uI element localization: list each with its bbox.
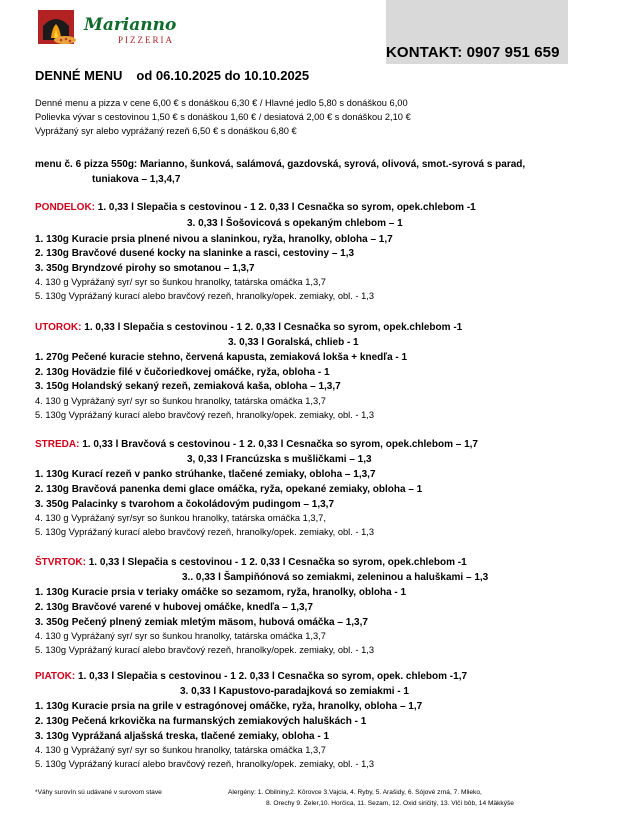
extra-dish: 4. 130 g Vyprážaný syr/ syr so šunkou hranolky, tatárska omáčka 1,3,7 bbox=[35, 396, 326, 406]
brand-sub: PIZZERIA bbox=[118, 35, 174, 45]
title-period: od 06.10.2025 do 10.10.2025 bbox=[136, 68, 310, 83]
day-row bbox=[35, 557, 467, 568]
main-dish: 1. 130g Kuracie prsia plnené nivou a slaninkou, ryža, hranolky, obloha – 1,7 bbox=[35, 234, 393, 245]
main-dish: 3. 350g Palacinky s tvarohom a čokoládovým pudingom – 1,3,7 bbox=[35, 499, 334, 510]
main-dish: 2. 130g Bravčová panenka demi glace omáčka, ryža, opekané zemiaky, obloha – 1 bbox=[35, 484, 423, 495]
soup-line: 1. 0,33 l Slepačia s cestovinou - 1 2. 0,33 l Cesnačka so syrom, opek. chlebom -1,7 bbox=[75, 671, 468, 682]
allergens-line: 8. Orechy 9. Zeler,10. Horčica, 11. Sezam, 12. Oxid siričitý, 13. Vlčí bôb, 14 Mäkkýše bbox=[266, 800, 514, 807]
main-dish: 2. 130g Pečená krkovička na furmanských zemiakových haluškách - 1 bbox=[35, 716, 367, 727]
main-dish: 1. 270g Pečené kuracie stehno, červená kapusta, zemiaková lokša + knedľa - 1 bbox=[35, 352, 408, 363]
weight-note: *Váhy surovín sú udávané v surovom stave bbox=[35, 789, 162, 796]
day-name: PIATOK: bbox=[35, 671, 76, 682]
soup-line: 3.. 0,33 l Šampiňónová so zemiakmi, zeleninou a haluškami – 1,3 bbox=[182, 572, 489, 583]
day-row bbox=[35, 322, 462, 333]
extra-dish: 4. 130 g Vyprážaný syr/ syr so šunkou hranolky, tatárska omáčka 1,3,7 bbox=[35, 277, 326, 287]
day-row bbox=[35, 439, 478, 450]
main-dish: 3. 130g Vyprážaná aljašská treska, tlačené zemiaky, obloha - 1 bbox=[35, 731, 330, 742]
day-name: UTOROK: bbox=[35, 322, 82, 333]
main-dish: 1. 130g Kuracie prsia v teriaky omáčke so sezamom, ryža, hranolky, obloha - 1 bbox=[35, 587, 407, 598]
soup-line: 1. 0,33 l Slepačia s cestovinou - 1 2. 0,33 l Cesnačka so syrom, opek.chlebom -1 bbox=[95, 202, 476, 213]
allergens-line: Alergény: 1. Obilniny,2. Kôrovce 3.Vajcia, 4. Ryby, 5. Arašidy, 6. Sójové zrná, 7. Mlieko, bbox=[228, 789, 482, 796]
page-title bbox=[35, 68, 309, 83]
day-row bbox=[35, 202, 476, 213]
extra-dish: 5. 130g Vyprážaný kurací alebo bravčový rezeň, hranolky/opek. zemiaky, obl. - 1,3 bbox=[35, 527, 374, 537]
extra-dish: 4. 130 g Vyprážaný syr/ syr so šunkou hranolky, tatárska omáčka 1,3,7 bbox=[35, 631, 326, 641]
extra-dish: 5. 130g Vyprážaný kurací alebo bravčový rezeň, hranolky/opek. zemiaky, obl. - 1,3 bbox=[35, 759, 374, 769]
main-dish: 2. 130g Hovädzie filé v čučoriedkovej omáčke, ryža, obloha - 1 bbox=[35, 367, 330, 378]
soup-line: 1. 0,33 l Slepačia s cestovinou - 1 2. 0,33 l Cesnačka so syrom, opek.chlebom -1 bbox=[85, 557, 467, 568]
main-dish: 1. 130g Kurací rezeň v panko strúhanke, tlačené zemiaky, obloha – 1,3,7 bbox=[35, 469, 376, 480]
day-name: ŠTVRTOK: bbox=[35, 557, 86, 568]
main-dish: 3. 350g Pečený plnený zemiak mletým mäsom, hubová omáčka – 1,3,7 bbox=[35, 617, 368, 628]
main-dish: 2. 130g Bravčové dusené kocky na slaninke a rasci, cestoviny – 1,3 bbox=[35, 248, 355, 259]
soup-line: 3, 0,33 l Francúzska s mušličkami – 1,3 bbox=[187, 454, 372, 465]
price-line: Vyprážaný syr alebo vyprážaný rezeň 6,50 € s donáškou 6,80 € bbox=[35, 126, 297, 136]
extra-dish: 5. 130g Vyprážaný kurací alebo bravčový rezeň, hranolky/opek. zemiaky, obl. - 1,3 bbox=[35, 291, 374, 301]
extra-dish: 5. 130g Vyprážaný kurací alebo bravčový rezeň, hranolky/opek. zemiaky, obl. - 1,3 bbox=[35, 645, 374, 655]
pizza-line-tail: tuniakova – 1,3,4,7 bbox=[92, 174, 181, 185]
extra-dish: 5. 130g Vyprážaný kurací alebo bravčový rezeň, hranolky/opek. zemiaky, obl. - 1,3 bbox=[35, 410, 374, 420]
main-dish: 3. 150g Holandský sekaný rezeň, zemiaková kaša, obloha – 1,3,7 bbox=[35, 381, 341, 392]
main-dish: 3. 350g Bryndzové pirohy so smotanou – 1,3,7 bbox=[35, 263, 255, 274]
soup-line: 3. 0,33 l Kapustovo-paradajková so zemiakmi - 1 bbox=[180, 686, 409, 697]
soup-line: 1. 0,33 l Bravčová s cestovinou - 1 2. 0,33 l Cesnačka so syrom, opek.chlebom – 1,7 bbox=[79, 439, 478, 450]
main-dish: 2. 130g Bravčové varené v hubovej omáčke, knedľa – 1,3,7 bbox=[35, 602, 313, 613]
soup-line: 3. 0,33 l Goralská, chlieb - 1 bbox=[228, 337, 359, 348]
pizza-menu bbox=[35, 157, 525, 187]
title-label: DENNÉ MENU bbox=[35, 68, 123, 83]
contact-phone: KONTAKT: 0907 951 659 bbox=[386, 44, 560, 61]
brand-name: Marianno bbox=[84, 15, 177, 35]
day-name: STREDA: bbox=[35, 439, 80, 450]
soup-line: 3. 0,33 l Šošovicová s opekaným chlebom – 1 bbox=[187, 218, 403, 229]
day-row bbox=[35, 671, 467, 682]
extra-dish: 4. 130 g Vyprážaný syr/syr so šunkou hranolky, tatárska omáčka 1,3,7, bbox=[35, 513, 326, 523]
main-dish: 1. 130g Kuracie prsia na grile v estragónovej omáčke, ryža, hranolky, obloha – 1,7 bbox=[35, 701, 423, 712]
pizza-line: menu č. 6 pizza 550g: Marianno, šunková, salámová, gazdovská, syrová, olivová, smot.-syrová s parad, bbox=[35, 159, 526, 170]
price-line: Denné menu a pizza v cene 6,00 € s donáškou 6,30 € / Hlavné jedlo 5,80 s donáškou 6,00 bbox=[35, 98, 408, 108]
soup-line: 1. 0,33 l Slepačia s cestovinou - 1 2. 0,33 l Cesnačka so syrom, opek.chlebom -1 bbox=[81, 322, 463, 333]
day-name: PONDELOK: bbox=[35, 202, 95, 213]
pizzeria-logo bbox=[38, 10, 188, 46]
price-line: Polievka vývar s cestovinou 1,50 € s donáškou 1,60 € / desiatová 2,00 € s donáškou 2,10 € bbox=[35, 112, 411, 122]
extra-dish: 4. 130 g Vyprážaný syr/ syr so šunkou hranolky, tatárska omáčka 1,3,7 bbox=[35, 745, 326, 755]
